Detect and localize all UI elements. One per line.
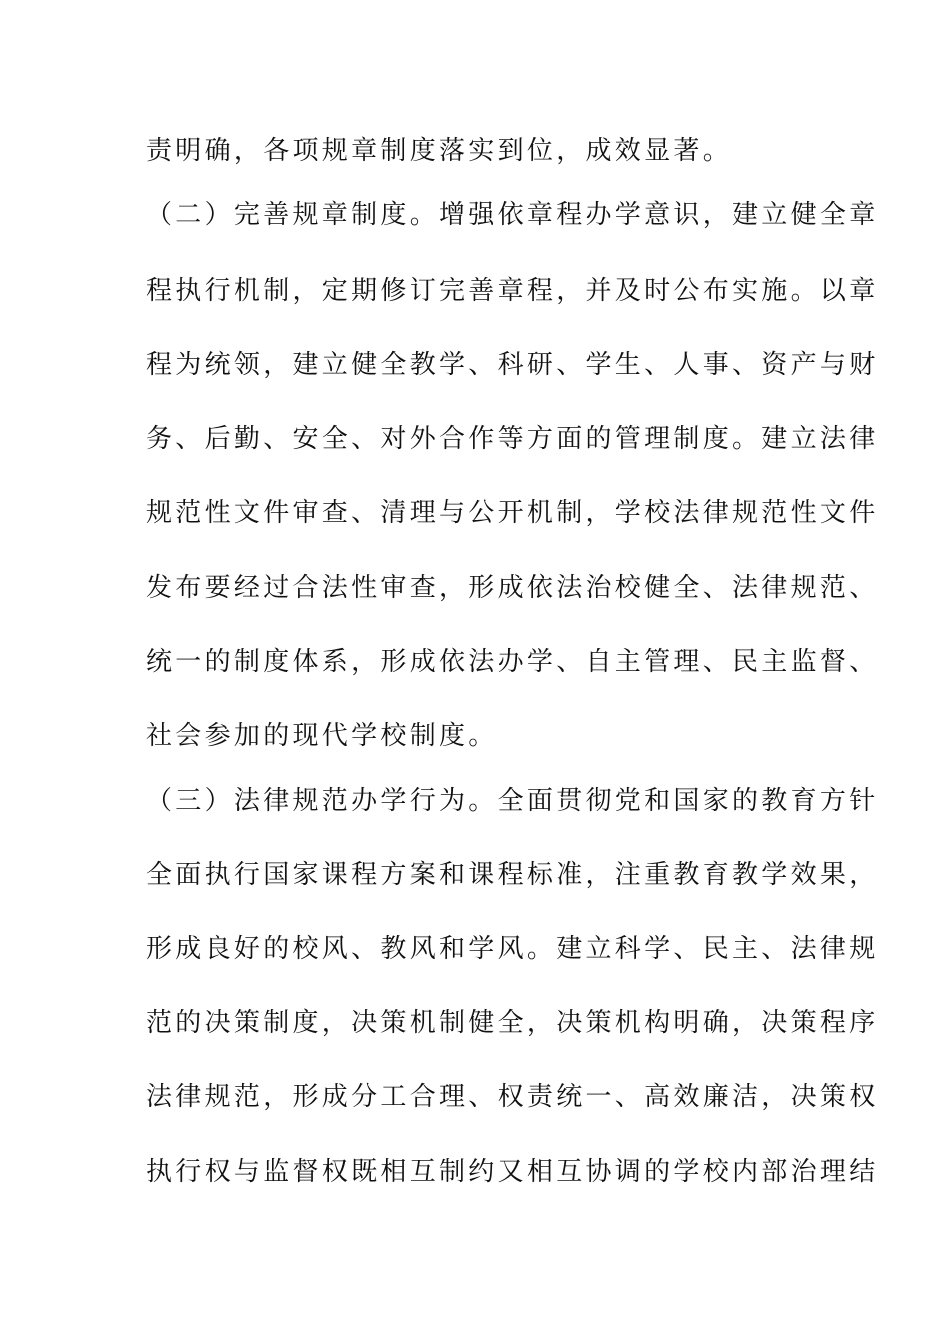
text-line: 程执行机制，定期修订完善章程，并及时公布实施。以章 <box>146 276 879 306</box>
text-line: 程为统领，建立健全教学、科研、学生、人事、资产与财 <box>146 350 879 380</box>
text-line: 发布要经过合法性审查，形成依法治校健全、法律规范、 <box>146 573 879 603</box>
text-line: 责明确，各项规章制度落实到位，成效显著。 <box>146 136 733 166</box>
text-line: 执行权与监督权既相互制约又相互协调的学校内部治理结 <box>146 1157 879 1187</box>
text-line: 统一的制度体系，形成依法办学、自主管理、民主监督、 <box>146 647 879 677</box>
text-line: 形成良好的校风、教风和学风。建立科学、民主、法律规 <box>146 934 879 964</box>
text-line: 范的决策制度，决策机制健全，决策机构明确，决策程序 <box>146 1008 879 1038</box>
text-line: （三）法律规范办学行为。全面贯彻党和国家的教育方针 <box>146 786 879 816</box>
text-line: 全面执行国家课程方案和课程标准，注重教育教学效果， <box>146 860 879 890</box>
text-line: （二）完善规章制度。增强依章程办学意识，建立健全章 <box>146 200 879 230</box>
text-line: 务、后勤、安全、对外合作等方面的管理制度。建立法律 <box>146 424 879 454</box>
text-line: 规范性文件审查、清理与公开机制，学校法律规范性文件 <box>146 498 879 528</box>
text-line: 社会参加的现代学校制度。 <box>146 721 498 751</box>
text-line: 法律规范，形成分工合理、权责统一、高效廉洁，决策权 <box>146 1082 879 1112</box>
